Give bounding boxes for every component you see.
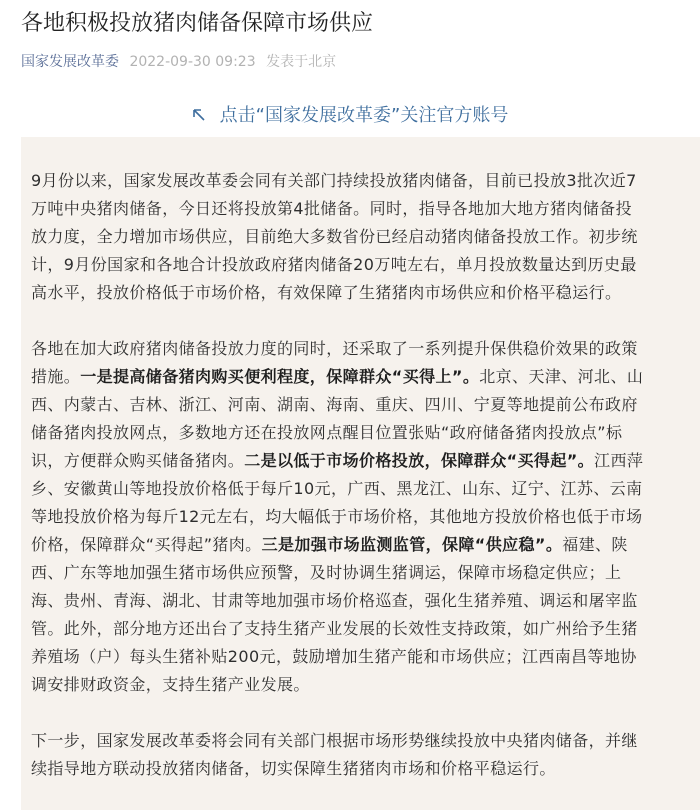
- publish-location: 发表于北京: [266, 54, 337, 70]
- text-run: 西、广东等地加强生猪市场供应预警，及时协调生猪调运，保障市场稳定供应；上: [31, 563, 622, 582]
- author-link[interactable]: 国家发展改革委: [21, 54, 119, 70]
- text-run: 西、内蒙古、吉林、浙江、河南、湖南、海南、重庆、四川、宁夏等地提前公布政府: [31, 395, 638, 414]
- text-line: [31, 335, 691, 363]
- text-line: [31, 531, 691, 559]
- publish-datetime: 2022-09-30 09:23: [129, 54, 256, 70]
- paragraph-1: [31, 167, 691, 307]
- text-line: [31, 727, 691, 755]
- text-run: 海、贵州、青海、湖北、甘肃等地加强市场价格巡查，强化生猪养殖、调运和屠宰监: [31, 591, 638, 610]
- text-run: 价格，保障群众“买得起”猪肉。: [31, 535, 262, 554]
- text-run: 养殖场（户）每头生猪补贴200元，鼓励增加生猪产能和市场供应；江西南昌等地协: [31, 647, 637, 666]
- text-run: 计，9月份国家和各地合计投放政府猪肉储备20万吨左右，单月投放数量达到历史最: [31, 255, 637, 274]
- text-run: 福建、陕: [562, 535, 628, 554]
- text-run: 措施。: [31, 367, 81, 386]
- text-line: [31, 671, 691, 699]
- text-run: 识，方便群众购买储备猪肉。: [31, 451, 245, 470]
- follow-account-banner[interactable]: [0, 102, 700, 130]
- text-run: 下一步，国家发展改革委将会同有关部门根据市场形势继续投放中央猪肉储备，并继: [31, 731, 638, 750]
- follow-prompt-text[interactable]: 点击“国家发展改革委”关注官方账号: [219, 105, 509, 126]
- text-line: [31, 447, 691, 475]
- article-meta: [21, 52, 336, 72]
- text-run: 9月份以来，国家发展改革委会同有关部门持续投放猪肉储备，目前已投放3批次近7: [31, 171, 637, 190]
- text-line: [31, 195, 691, 223]
- text-line: [31, 643, 691, 671]
- text-run: 管。此外，部分地方还出台了支持生猪产业发展的长效性支持政策，如广州给予生猪: [31, 619, 638, 638]
- text-run: 各地在加大政府猪肉储备投放力度的同时，还采取了一系列提升保供稳价效果的政策: [31, 339, 638, 358]
- text-run: 江西萍: [594, 451, 644, 470]
- text-line: [31, 755, 691, 783]
- arrow-up-left-icon: [192, 102, 206, 130]
- text-run: 乡、安徽黄山等地投放价格低于每斤10元，广西、黑龙江、山东、辽宁、江苏、云南: [31, 479, 643, 498]
- text-run: 储备猪肉投放网点，多数地方还在投放网点醒目位置张贴“政府储备猪肉投放点”标: [31, 423, 623, 442]
- text-line: [31, 615, 691, 643]
- bold-highlight: 三是加强市场监测监管，保障“供应稳”。: [261, 535, 563, 554]
- bold-highlight: 一是提高储备猪肉购买便利程度，保障群众“买得上”。: [80, 367, 480, 386]
- text-line: [31, 251, 691, 279]
- text-line: [31, 503, 691, 531]
- text-line: [31, 279, 691, 307]
- text-line: [31, 167, 691, 195]
- article-body-panel: [21, 137, 700, 810]
- text-line: [31, 391, 691, 419]
- text-run: 万吨中央猪肉储备，今日还将投放第4批储备。同时，指导各地加大地方猪肉储备投: [31, 199, 632, 218]
- text-run: 调安排财政资金，支持生猪产业发展。: [31, 675, 310, 694]
- text-line: [31, 419, 691, 447]
- article-title: 各地积极投放猪肉储备保障市场供应: [21, 11, 374, 36]
- text-line: [31, 223, 691, 251]
- text-run: 等地投放价格为每斤12元左右，均大幅低于市场价格，其他地方投放价格也低于市场: [31, 507, 643, 526]
- text-run: 续指导地方联动投放猪肉储备，切实保障生猪猪肉市场和价格平稳运行。: [31, 759, 556, 778]
- text-run: 高水平，投放价格低于市场价格，有效保障了生猪猪肉市场供应和价格平稳运行。: [31, 283, 622, 302]
- text-line: [31, 363, 691, 391]
- text-line: [31, 587, 691, 615]
- text-line: [31, 559, 691, 587]
- text-run: 放力度，全力增加市场供应，目前绝大多数省份已经启动猪肉储备投放工作。初步统: [31, 227, 638, 246]
- bold-highlight: 二是以低于市场价格投放，保障群众“买得起”。: [244, 451, 595, 470]
- text-run: 北京、天津、河北、山: [479, 367, 644, 386]
- paragraph-2: [31, 335, 691, 699]
- text-line: [31, 475, 691, 503]
- paragraph-3: [31, 727, 691, 783]
